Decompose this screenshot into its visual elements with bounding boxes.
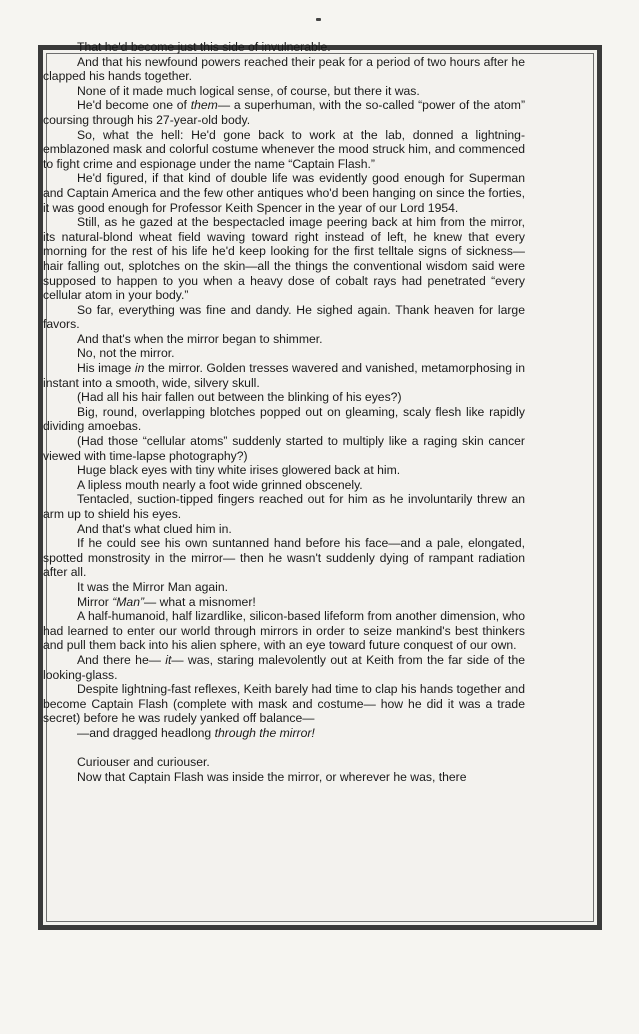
italic-text: through the mirror! [214,725,315,740]
paragraph: A lipless mouth nearly a foot wide grinned obscenely. [77,477,363,492]
paragraph: Big, round, overlapping blotches popped out on gleaming, scaly flesh like rapidly dividing amoebas. [43,404,525,434]
stray-mark [316,18,321,21]
paragraph: That he'd become just this side of invulnerable. [77,40,331,54]
paragraph: He'd become one of them— a superhuman, with the so-called “power of the atom” coursing through his 27-year-old body. [43,98,526,127]
paragraph: His image in the mirror. Golden tresses wavered and vanished, metamorphosing in instant into a smooth, wide, silvery skull. [43,361,525,390]
paragraph: (Had those “cellular atoms” suddenly started to multiply like a raging skin cancer viewed with time-lapse photography?) [43,434,525,463]
paragraph: (Had all his hair fallen out between the blinking of his eyes?) [77,390,402,405]
paragraph: It was the Mirror Man again. [77,579,229,594]
paragraph: Mirror “Man”— what a misnomer! [77,594,256,609]
paragraph: Tentacled, suction-tipped fingers reached out for him as he involuntarily threw an arm up to shield his eyes. [43,492,525,521]
paragraph: And that his newfound powers reached their peak for a period of two hours after he clapped his hands together. [43,54,525,84]
paragraph: He'd figured, if that kind of double life was evidently good enough for Superman and Captain America and the few other antiques who'd been hanging on since the forties, it was good enough for Professor Keith Spencer in the year of our Lord 1954. [43,171,525,215]
italic-text: in [134,361,145,376]
paragraph: None of it made much logical sense, of course, but there it was. [77,83,420,98]
paragraph: Despite lightning-fast reflexes, Keith barely had time to clap his hands together and become Captain Flash (complete with mask and costume— how he did it was a trade secret) before he was rudely yanked off balance— [43,682,525,726]
paragraph: Now that Captain Flash was inside the mirror, or wherever he was, there [77,769,467,784]
paragraph: So, what the hell: He'd gone back to work at the lab, donned a lightning-emblazoned mask and colorful costume whenever the mood struck him, and commenced to fight crime and espionage under the name “Captain Flash.” [43,127,525,171]
paragraph: A half-humanoid, half lizardlike, silicon-based lifeform from another dimension, who had learned to enter our world through mirrors in order to seize mankind's best thinkers and pull them back into his alien sphere, with an eye toward future conquest of our own. [43,609,525,653]
paragraph: —and dragged headlong through the mirror! [77,725,315,740]
paragraph: If he could see his own suntanned hand before his face—and a pale, elongated, spotted monstrosity in the mirror— then he wasn't suddenly dying of rampant radiation after all. [43,536,525,580]
paragraph: And that's what clued him in. [77,521,232,536]
paragraph: Huge black eyes with tiny white irises glowered back at him. [77,463,401,478]
paragraph: Curiouser and curiouser. [77,755,210,770]
paragraph: So far, everything was fine and dandy. He sighed again. Thank heaven for large favors. [43,302,525,332]
paragraph: Still, as he gazed at the bespectacled image peering back at him from the mirror, its natural-blond wheat field waving toward right instead of left, he knew that every morning for the rest of his life he'd keep looking for the first telltale signs of sickness— hair falling out, splotches on the skin—all the things the conventional wisdom said were supposed to happen to you when a heavy dose of cobalt rays had penetrated “every cellular atom in your body.” [43,215,525,303]
paragraph: And that's when the mirror began to shimmer. [77,331,323,346]
italic-text: “Man” [112,594,145,609]
story-text [43,40,525,784]
italic-text: them [190,98,218,113]
paragraph: No, not the mirror. [77,346,175,361]
italic-text: it [165,652,172,667]
paragraph: And there he— it— was, staring malevolently out at Keith from the far side of the looking-glass. [43,652,525,682]
